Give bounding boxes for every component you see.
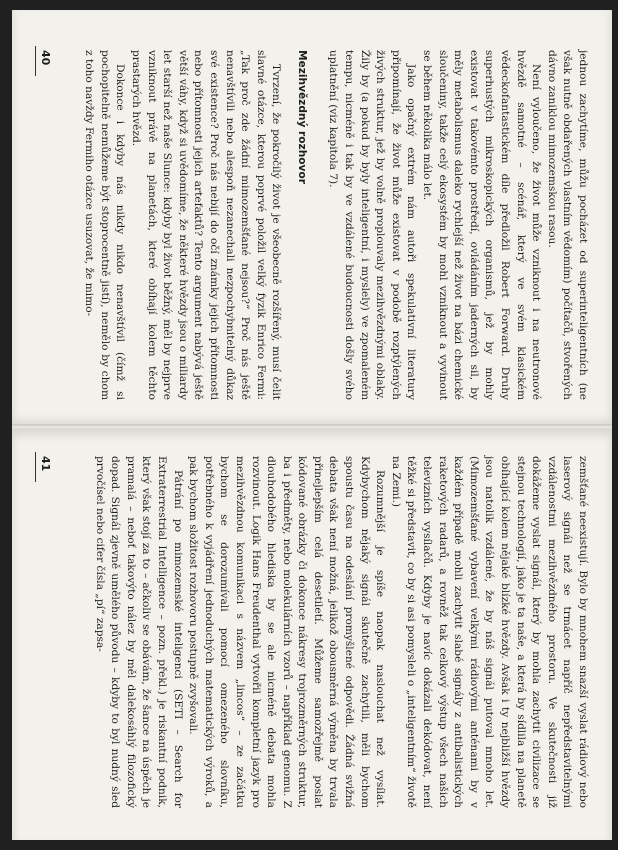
page-number-rule: [35, 46, 36, 76]
right-paragraph-3: Pátrání po mimozemské inteligenci (SETI – Search for Extraterrestrial Intelligence – pozn. překl.) je riskantní podnik, který však stojí za to – ačkoliv se obávám, že šance na úspěch je pramalá – neboť takovýto nález by měl dalekosáhlý filozofický dopad. Signál zjevně umělého původu – kdyby to byl nudný sled prvočísel nebo cifer čísla „pí“ zapsa-: [93, 456, 184, 808]
left-paragraph-3: Jako opačný extrém nám autoři spekulativní literatury připomínají, že život může existovat v podobě rozptýlených živých struktur, jež by volně proplouvaly mezihvězdnými oblaky. Žily by (a pokud by byly inteligentní, i myslely) ve zpomaleném tempu, nicméně i tak by ve vzdálené budoucnosti došly svého uplatnění (viz kapitola 7).: [327, 50, 418, 400]
left-paragraph-1: jednou zachytíme, můžu pocházet od superinteligentních (ne však nutně obdařených vlastním vědomím) počítačů, stvořených dávno zaniklou mimozemskou rasou.: [545, 50, 589, 400]
page-number-right: 41: [39, 456, 52, 472]
left-page: [12, 10, 612, 428]
right-paragraph-1: zemšťané neexistují. Bylo by mnohem snazší vyslat rádiový nebo laserový signál než se trmácet napříč nepředstavitelnými vzdálenostmi mezihvězdného prostoru. Ve skutečnosti již dokážeme vyslat signál, který by mohla zachytit civilizace se stejnou technologií, jako je ta naše, a která by sídlila na planetě obíhající kolem nějaké blízké hvězdy. Avšak i ty nejbližší hvězdy jsou natolik vzdálené, že by náš signál putoval mnoho let. (Mimozemšťané vybavení velkými rádiovými anténami by v každém případě mohli zachytit slabé signály z antibalistických raketových radarů, a rovněž tak celkový výstup všech našich televizních vysílačů. Kdyby je navíc dokázali dekódovat, není těžké si představit, co by si asi pomysleli o „inteligentním“ životě na Zemi.): [389, 456, 589, 808]
right-paragraph-2: Rozumnější je spíše naopak naslouchat než vysílat. Kdybychom nějaký signál skutečně zachytili, měli bychom spoustu času na odeslání promyšlené odpovědi. Žádná svižná debata však není možná, jelikož obousměrná výměna by trvala přinejlepším celá desetiletí. Můžeme samozřejmě poslat kódované obrázky či dokonce nákresy trojrozměrných struktur, ba i předměty, nebo molekulárních vzorů – například genomu. Z dlouhodobého hlediska by se ale nicméně debata mohla rozvinout. Logik Hans Freudenthal vytvořil kompletní jazyk pro mezihvězdnou komunikaci s názvem „lincos“ – ze začátku bychom se dorozumívali pomocí omezeného slovníku, potřebného k vyjádření jednoduchých matematických výroků, a pak bychom složitost rozhovoru postupně zvyšovali.: [187, 456, 387, 808]
right-page-text: [91, 456, 590, 808]
page-number-rule: [35, 452, 36, 482]
page-number-left: 40: [39, 50, 52, 66]
section-heading: Mezihvězdný rozhovor: [295, 50, 308, 184]
left-paragraph-5: Dokonce i kdyby nás nikdy nikdo nenavštívil (čímž si pochopitelně nemůžeme být stoprocentně jistí), nemělo by chom z toho navždy Fermiho otázce usuzovat, že mimo-: [83, 50, 127, 400]
right-page: [12, 428, 612, 840]
left-paragraph-2: Není vyloučeno, že život může vzniknout i na neutronové hvězdě samotné – scénář, který ve svém klasickém vědeckofantastickém díle předložil Robert Forward. Druhy superhustých mikroskopických organismů, jež by mohly existovat v takovémto prostředí, ovládáním jaderných sil, by měly metabolismus daleko rychlejší než život na bázi chemické sloučeniny, takže celý ekosystém by mohl vzniknout a vyvinout se během několika málo let.: [421, 50, 543, 400]
left-page-text: [81, 50, 590, 400]
left-paragraph-4: Tvrzení, že pokročilý život je všeobecně rozšířený, musí čelit slavné otázce, kterou poprvé položil velký fyzik Enrico Fermi: „Tak proč zde žádní mimozemšťané nejsou?“ Proč nás ještě nenavštívili nebo alespoň nezanechali nezpochybnitelný důkaz své existence? Proč nás nebijí do očí známky jejich přítomnosti nebo přítomnosti jejich artefaktů? Tento argument nabývá ještě větší váhy, když si uvědomíme, že některé hvězdy jsou o miliardy let starší než naše Slunce: kdyby byl život běžný, měl by nejprve vzniknout právě na planetách, které obíhají kolem těchto prastarých hvězd.: [129, 50, 283, 400]
